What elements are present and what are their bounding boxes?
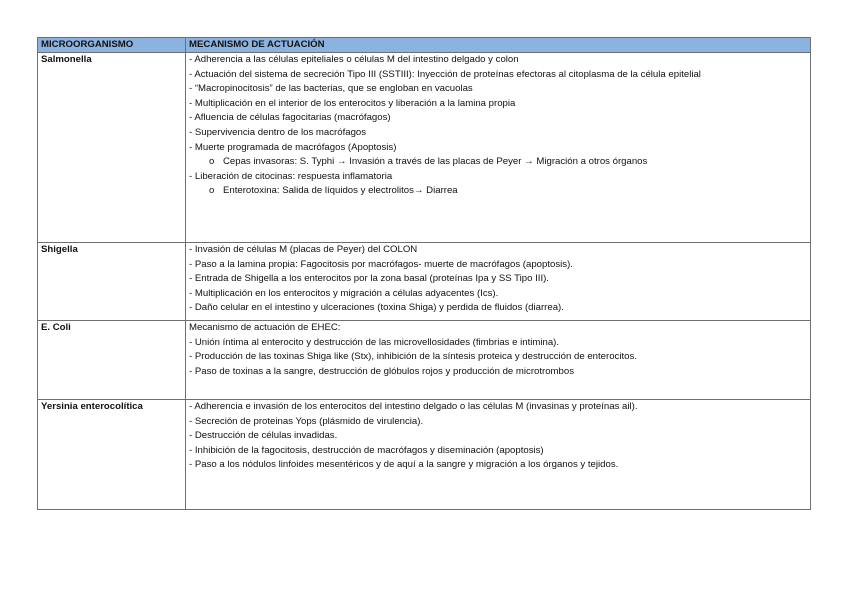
table-row-shigella bbox=[38, 243, 811, 321]
circle-bullet-icon: o bbox=[209, 185, 215, 197]
mechanism-line: - Inhibición de la fagocitosis, destrucción de macrófagos y diseminación (apoptosis) bbox=[189, 444, 544, 456]
mechanism-line: - Invasión de células M (placas de Peyer) del COLON bbox=[189, 244, 418, 255]
organism-cell: Yersinia enterocolítica bbox=[38, 400, 186, 510]
mechanism-line: - Paso a la lamina propia: Fagocitosis por macrófagos- muerte de macrófagos (apoptosis). bbox=[189, 258, 573, 270]
mechanism-line: - Paso de toxinas a la sangre, destrucción de glóbulos rojos y producción de microtrombos bbox=[189, 365, 575, 377]
mechanism-line: - Supervivencia dentro de los macrófagos bbox=[189, 126, 367, 138]
table-row-ecoli bbox=[38, 321, 811, 400]
mechanism-line: - Adherencia a las células epiteliales o células M del intestino delgado y colon bbox=[189, 54, 519, 65]
mechanism-line: - Muerte programada de macrófagos (Apoptosis) bbox=[189, 141, 397, 153]
mechanism-cell bbox=[186, 400, 811, 510]
mechanism-line: - Actuación del sistema de secreción Tipo III (SSTIII): Inyección de proteínas efectoras al citoplasma de la célula epitelial bbox=[189, 68, 701, 80]
mechanism-table bbox=[37, 37, 811, 510]
mechanism-line: - “Macropinocitosis” de las bacterias, que se engloban en vacuolas bbox=[189, 83, 473, 95]
mechanism-cell bbox=[186, 321, 811, 400]
mechanism-line: - Liberación de citocinas: respuesta inflamatoria bbox=[189, 170, 393, 182]
mechanism-line: - Entrada de Shigella a los enterocitos por la zona basal (proteínas Ipa y SS Tipo III). bbox=[189, 273, 549, 285]
mechanism-line: - Destrucción de células invadidas. bbox=[189, 430, 338, 442]
mechanism-line: - Producción de las toxinas Shiga like (Stx), inhibición de la síntesis proteica y destrucción de enterocitos. bbox=[189, 351, 637, 363]
mechanism-cell bbox=[186, 53, 811, 243]
table-row-yersinia bbox=[38, 400, 811, 510]
table-row-salmonella bbox=[38, 53, 811, 243]
organism-cell: E. Coli bbox=[38, 321, 186, 400]
header-microorganismo: MICROORGANISMO bbox=[38, 38, 186, 53]
sub-bullet-item bbox=[189, 184, 807, 199]
mechanism-line: - Multiplicación en el interior de los enterocitos y liberación a la lamina propia bbox=[189, 97, 516, 109]
header-mecanismo: MECANISMO DE ACTUACIÓN bbox=[186, 38, 811, 53]
table-header-row bbox=[38, 38, 811, 53]
mechanism-cell bbox=[186, 243, 811, 321]
sub-bullet-item bbox=[189, 155, 807, 170]
mechanism-line: - Unión íntima al enterocito y destrucción de las microvellosidades (fimbrias e intimina). bbox=[189, 336, 560, 348]
mechanism-line: Mecanismo de actuación de EHEC: bbox=[189, 322, 341, 333]
sub-bullet-text: Cepas invasoras: S. Typhi → Invasión a través de las placas de Peyer → Migración a otros órganos bbox=[223, 156, 648, 168]
mechanism-line: - Afluencia de células fagocitarias (macrófagos) bbox=[189, 112, 391, 124]
mechanism-line: - Adherencia e invasión de los enterocitos del intestino delgado o las células M (invasinas y proteínas ail). bbox=[189, 401, 638, 412]
sub-bullet-text: Enterotoxina: Salida de líquidos y electrolitos→ Diarrea bbox=[223, 185, 458, 197]
mechanism-line: - Daño celular en el intestino y ulceraciones (toxina Shiga) y perdida de fluidos (diarrea). bbox=[189, 302, 564, 314]
mechanism-line: - Multiplicación en los enterocitos y migración a células adyacentes (Ics). bbox=[189, 287, 499, 299]
mechanism-line: - Secreción de proteinas Yops (plásmido de virulencia). bbox=[189, 415, 424, 427]
mechanism-line: - Paso a los nódulos linfoides mesentéricos y de aquí a la sangre y migración a los órganos y tejidos. bbox=[189, 459, 619, 471]
organism-cell: Salmonella bbox=[38, 53, 186, 243]
circle-bullet-icon: o bbox=[209, 156, 215, 168]
organism-cell: Shigella bbox=[38, 243, 186, 321]
